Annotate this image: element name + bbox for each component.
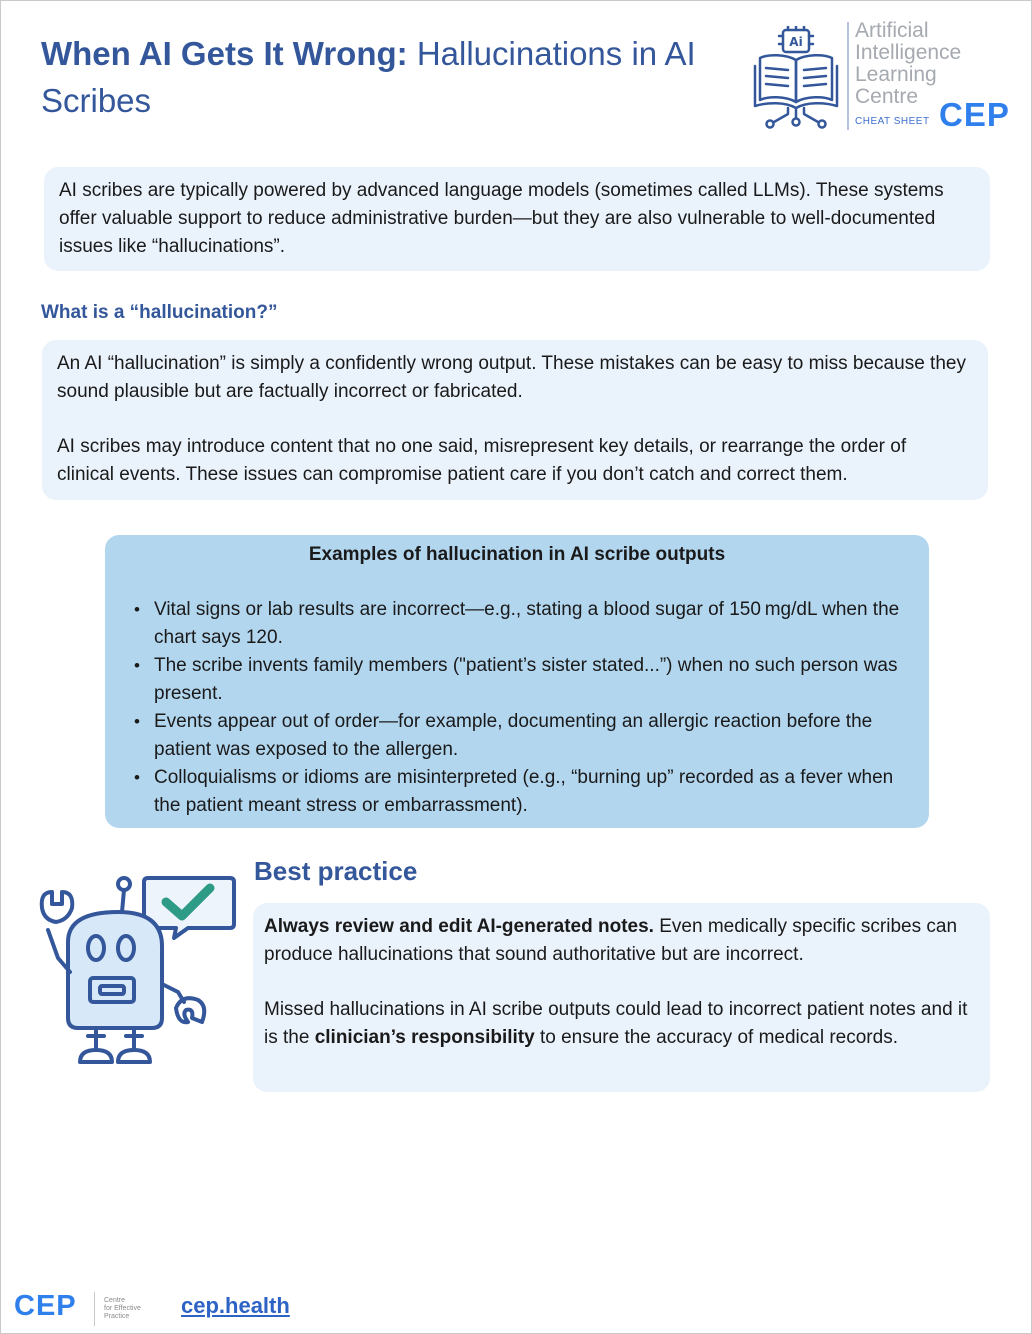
footer-sub-2: for Effective [104, 1305, 141, 1312]
ai-learning-centre-logo [752, 18, 1022, 133]
intro-box [44, 167, 990, 271]
best-practice-heading: Best practice [254, 856, 418, 886]
logo-divider [847, 22, 849, 130]
cheat-sheet-label: CHEAT SHEET [855, 116, 930, 127]
title-rest: Hallucinations in AI Scribes [41, 35, 696, 119]
title-bold: When AI Gets It Wrong: [41, 35, 408, 72]
cep-health-link[interactable]: cep.health [181, 1293, 290, 1318]
list-item: • The scribe invents family members ("patient’s sister stated...”) when no such person was present. [134, 652, 914, 708]
best-practice-paragraph-2 [264, 996, 984, 1052]
what-is-heading: What is a “hallucination?” [41, 302, 278, 323]
robot-checkmark-illustration [38, 872, 238, 1072]
logo-wordmark [855, 20, 1020, 108]
best-practice-box [253, 903, 990, 1092]
footer-sub-3: Practice [104, 1313, 130, 1320]
chip-label: Ai [789, 35, 803, 49]
review-emphasis: Always review and edit AI-generated notes. [264, 916, 654, 937]
best-practice-p2-a: Missed hallucinations in AI scribe outputs could lead to incorrect patient notes and it is the [264, 999, 968, 1048]
definition-paragraph-1: An AI “hallucination” is simply a confidently wrong output. These mistakes can be easy to miss because they sound plausible but are factually incorrect or fabricated. [57, 353, 966, 402]
intro-text: AI scribes are typically powered by advanced language models (sometimes called LLMs). These systems offer valuable support to reduce administrative burden—but they are also vulnerable to well-documented issues like “hallucinations”. [59, 180, 944, 257]
footer-sub-1: Centre [104, 1297, 126, 1304]
best-practice-p1-rest: Even medically specific scribes can produce hallucinations that sound authoritative but are incorrect. [264, 916, 958, 965]
list-item: • Events appear out of order—for example, documenting an allergic reaction before the patient was exposed to the allergen. [134, 708, 914, 764]
examples-box [105, 535, 929, 828]
ai-book-icon [752, 26, 842, 131]
cep-logo: CEP [939, 96, 1010, 133]
footer-cep-logo: CEP [14, 1290, 77, 1322]
footer-divider [94, 1292, 95, 1326]
logo-line-4: Centre [855, 85, 919, 108]
examples-list [134, 596, 914, 820]
definition-box [42, 340, 988, 500]
logo-line-3: Learning [855, 63, 937, 86]
list-item: • Vital signs or lab results are incorrect—e.g., stating a blood sugar of 150 mg/dL when the chart says 120. [134, 596, 914, 652]
footer-centre-name [104, 1297, 164, 1321]
examples-title: Examples of hallucination in AI scribe outputs [308, 544, 726, 565]
list-item: • Colloquialisms or idioms are misinterpreted (e.g., “burning up” recorded as a fever when the patient meant stress or embarrassment). [134, 764, 914, 820]
best-practice-p2-b: to ensure the accuracy of medical records. [534, 1027, 898, 1048]
logo-line-2: Intelligence [855, 41, 962, 64]
best-practice-paragraph-1 [264, 913, 984, 969]
definition-paragraph-2: AI scribes may introduce content that no one said, misrepresent key details, or rearrange the order of clinical events. These issues can compromise patient care if you don’t catch and correct them. [57, 436, 907, 485]
responsibility-emphasis: clinician’s responsibility [314, 1027, 535, 1048]
logo-line-1: Artificial [855, 19, 929, 42]
page-title [41, 30, 731, 124]
